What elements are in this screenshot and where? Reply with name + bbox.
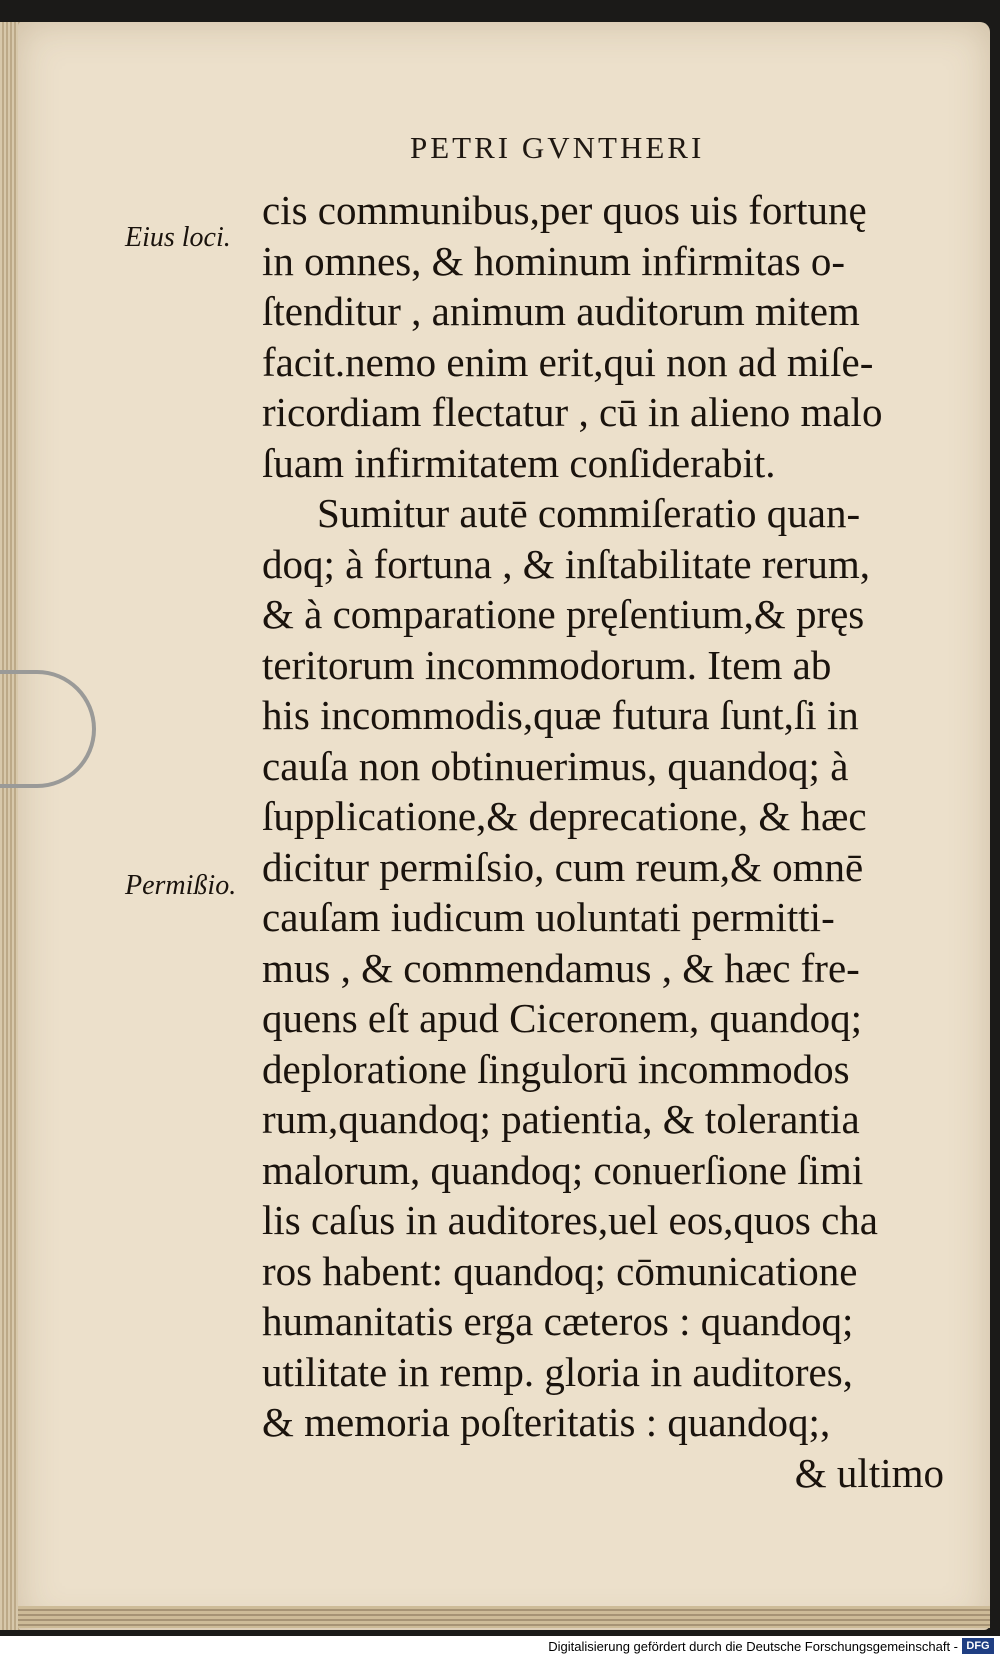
text-line: ricordiam flectatur , cū in alieno malo: [262, 389, 883, 435]
text-line: humanitatis erga cæteros : quandoq;: [262, 1298, 854, 1344]
margin-note-eius-loci: Eius loci.: [125, 222, 231, 253]
footer-credit: Digitalisierung gefördert durch die Deutsche Forschungsgemeinschaft -: [548, 1639, 958, 1654]
text-line: utilitate in remp. gloria in auditores,: [262, 1348, 853, 1395]
text-line: Sumitur autē commiſeratio quan-: [317, 490, 861, 536]
text-line: & memoria poſteritatis : quandoq;,: [262, 1399, 831, 1445]
text-line: ſupplicatione,& deprecatione, & hæc: [262, 793, 867, 839]
text-line: & à comparatione pręſentium,& pręs: [262, 591, 865, 637]
text-line: teritorum incommodorum. Item ab: [262, 641, 832, 688]
text-line: malorum, quandoq; conuerſione ſimi: [262, 1146, 864, 1193]
text-line: cauſa non obtinuerimus, quandoq; à: [262, 742, 849, 789]
text-line: facit.nemo enim erit,qui non ad miſe-: [262, 338, 874, 385]
dfg-logo: DFG: [962, 1638, 994, 1654]
catchword: & ultimo: [794, 1449, 944, 1496]
text-line: rum,quandoq; patientia, & tolerantia: [262, 1096, 860, 1142]
text-line: lis caſus in auditores,uel eos,quos cha: [262, 1197, 879, 1243]
text-line: mus , & commendamus , & hæc fre-: [262, 944, 860, 991]
text-line: deploratione ſingulorū incommodos: [262, 1045, 850, 1092]
text-line: ros habent: quandoq; cōmunicatione: [262, 1247, 858, 1294]
digitization-footer: [0, 1636, 1000, 1658]
text-line: doq; à fortuna , & inſtabilitate rerum,: [262, 540, 870, 587]
page-bottom-edge: [18, 1606, 990, 1628]
text-line: cis communibus,per quos uis fortunę: [262, 187, 867, 233]
text-line: ſtenditur , animum auditorum mitem: [262, 288, 860, 334]
margin-note-permissio: Permißio.: [125, 870, 237, 901]
text-line: ſuam infirmitatem conſiderabit.: [262, 439, 776, 486]
text-line: dicitur permiſsio, cum reum,& omnē: [262, 843, 864, 890]
text-line: cauſam iudicum uoluntati permitti-: [262, 894, 835, 940]
running-header: PETRI GVNTHERI: [410, 130, 705, 165]
text-line: in omnes, & hominum infirmitas o-: [262, 237, 846, 284]
text-line: quens eſt apud Ciceronem, quandoq;: [262, 995, 863, 1041]
text-line: his incommodis,quæ futura ſunt,ſi in: [262, 692, 859, 738]
body-text: [262, 185, 962, 1498]
